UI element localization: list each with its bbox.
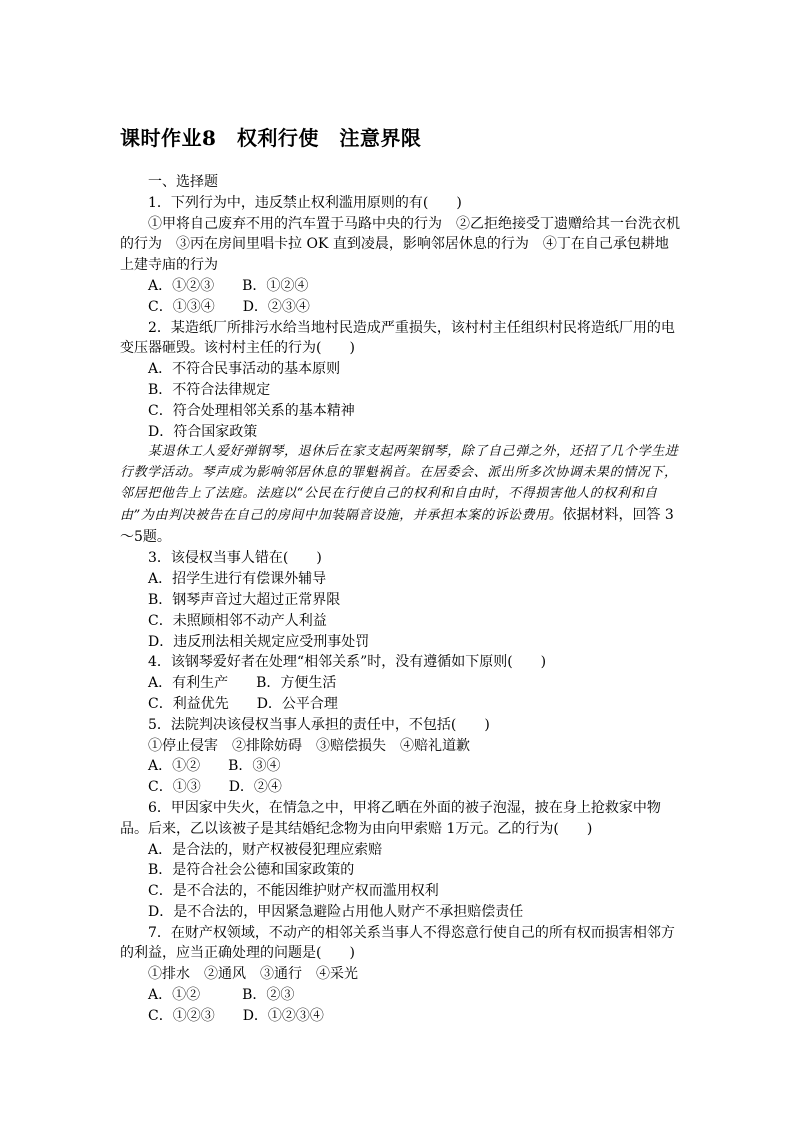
q7-stem: 7．在财产权领域，不动产的相邻关系当事人不得恣意行使自己的所有权而损害相邻方的利益，应当正确处理的问题是( ) <box>120 924 675 962</box>
q1-text: ①甲将自己废弃不用的汽车置于马路中央的行为 ②乙拒绝接受丁遗赠给其一台洗衣机的行为 ③丙在房间里唱卡拉 OK 直到凌晨，影响邻居休息的行为 ④丁在自己承包耕地上建寺庙的行为 <box>120 215 680 274</box>
q3-option-a: A．招学生进行有偿课外辅导 <box>148 571 327 588</box>
q7-options-ab: A．①② B．②③ <box>148 987 295 1004</box>
q6-option-b: B．是符合社会公德和国家政策的 <box>148 862 355 879</box>
material-instruction: 依据材料，回答 3～5题。 <box>120 506 674 545</box>
q5-options-ab: A．①② B．③④ <box>148 758 281 775</box>
q2-option-a: A．不符合民事活动的基本原则 <box>148 361 341 378</box>
q2-option-b: B．不符合法律规定 <box>148 381 271 398</box>
q3-stem: 3．该侵权当事人错在( ) <box>148 550 322 567</box>
q5-stem: 5．法院判决该侵权当事人承担的责任中，不包括( ) <box>148 716 490 733</box>
q2-option-d: D．符合国家政策 <box>148 423 258 440</box>
page-title: 课时作业8 权利行使 注意界限 <box>120 126 422 150</box>
q6-option-a: A．是合法的，财产权被侵犯理应索赔 <box>148 841 383 858</box>
q5-options-cd: C．①③ D．②④ <box>148 779 282 796</box>
q5-items: ①停止侵害 ②排除妨碍 ③赔偿损失 ④赔礼道歉 <box>148 737 470 754</box>
q1-options-cd: C．①③④ D．②③④ <box>148 298 310 315</box>
q3-option-b: B．钢琴声音过大超过正常界限 <box>148 591 341 608</box>
question-list <box>120 172 680 1027</box>
q3-option-c: C．未照顾相邻不动产人利益 <box>148 612 327 629</box>
q3-option-d: D．违反刑法相关规定应受刑事处罚 <box>148 633 370 650</box>
q7-items: ①排水 ②通风 ③通行 ④采光 <box>148 966 358 983</box>
q2-stem: 2．某造纸厂所排污水给当地村民造成严重损失，该村村主任组织村民将造纸厂用的电变压器砸毁。该村村主任的行为( ) <box>120 319 675 357</box>
section-heading: 一、选择题 <box>148 174 218 190</box>
q1-options-ab: A．①②③ B．①②④ <box>148 277 309 294</box>
material-paragraph <box>120 442 680 548</box>
q4-stem: 4．该钢琴爱好者在处理“相邻关系”时，没有遵循如下原则( ) <box>148 654 547 671</box>
q4-options-ab: A．有利生产 B．方便生活 <box>148 675 337 692</box>
q6-option-d: D．是不合法的，甲因紧急避险占用他人财产不承担赔偿责任 <box>148 903 524 920</box>
q6-stem: 6．甲因家中失火，在情急之中，甲将乙晒在外面的被子泡湿，披在身上抢救家中物品。后来，乙以该被子是其结婚纪念物为由向甲索赔 1万元。乙的行为( ) <box>120 799 661 837</box>
q2-option-c: C．符合处理相邻关系的基本精神 <box>148 402 355 419</box>
q1-stem: 1．下列行为中，违反禁止权利滥用原则的有( ) <box>148 194 462 211</box>
q6-option-c: C．是不合法的，不能因维护财产权而滥用权利 <box>148 883 439 900</box>
material-text: 某退休工人爱好弹钢琴，退休后在家支起两架钢琴，除了自己弹之外，还招了几个学生进行教学活动。琴声成为影响邻居休息的罪魁祸首。在居委会、派出所多次协调未果的情况下，邻居把他告上了法庭。法庭以“公民在行使自己的权利和自由时，不得损害他人的权利和自由”为由判决被告在自己的房间中加装隔音设施，并承担本案的诉讼费用。 <box>120 444 679 523</box>
q4-options-cd: C．利益优先 D．公平合理 <box>148 695 338 712</box>
q7-options-cd: C．①②③ D．①②③④ <box>148 1007 324 1024</box>
